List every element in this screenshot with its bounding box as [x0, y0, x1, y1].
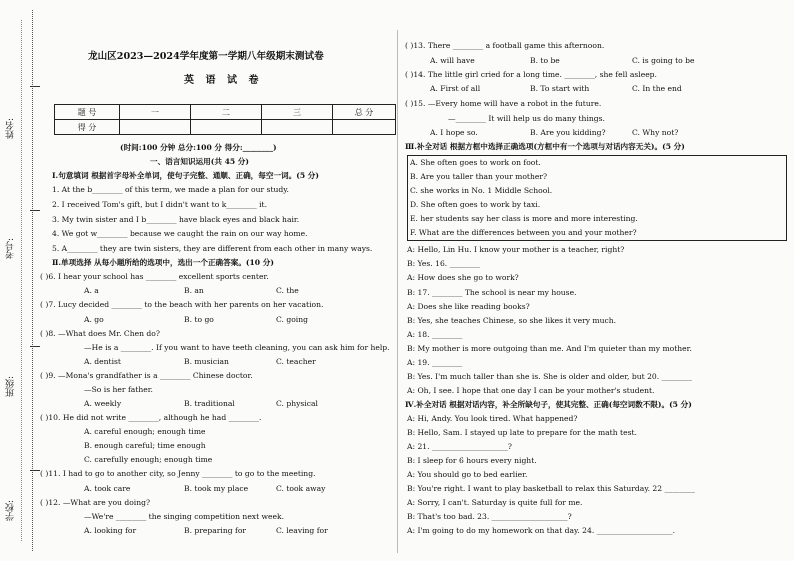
option-b: B. To start with: [530, 84, 590, 93]
exam-subtitle: 英 语 试 卷: [184, 75, 263, 86]
name-label: 姓名:: [6, 118, 16, 140]
score-header: 三: [262, 105, 333, 120]
question-6: ( )6. I hear your school has ________ excellent sports center.: [40, 272, 269, 281]
dialog-line: A: 21. ____________________?: [407, 442, 512, 451]
option-b: B. musician: [184, 357, 229, 366]
option-c: C. took away: [276, 484, 326, 493]
dialog-line: A: I'm going to do my homework on that day. 24. ____________________.: [407, 526, 675, 535]
option-a: A. took care: [84, 484, 131, 493]
dialog-line: B: Yes. I'm much taller than she is. She is older and older, but 20. ________: [407, 372, 692, 381]
option-c: C. going: [276, 315, 308, 324]
question-2: 2. I received Tom's gift, but I didn't want to k________ it.: [52, 200, 267, 209]
option-b: B. an: [184, 286, 204, 295]
score-table: [54, 104, 396, 135]
box-option-e: E. her students say her class is more and more interesting.: [410, 214, 638, 223]
score-cell[interactable]: [191, 120, 262, 135]
section-3-heading: Ⅲ.补全对话 根据方框中选择正确选项(方框中有一个选项与对话内容无关)。(5 分): [405, 142, 685, 151]
question-15: ( )15. —Every home will have a robot in the future.: [405, 99, 602, 108]
option-a: A. looking for: [84, 526, 137, 535]
question-10: ( )10. He did not write ________, although he had ________.: [40, 413, 262, 422]
side-tick: [30, 346, 40, 347]
question-12: ( )12. —What are you doing?: [40, 498, 151, 507]
box-option-c: C. she works in No. 1 Middle School.: [410, 186, 553, 195]
question-3: 3. My twin sister and I b________ have black eyes and black hair.: [52, 215, 300, 224]
question-5: 5. A________ they are twin sisters, they are different from each other in many ways.: [52, 244, 373, 253]
question-4: 4. We got w________ because we caught the rain on our way home.: [52, 229, 308, 238]
score-header: 二: [191, 105, 262, 120]
column-divider: [397, 30, 398, 553]
option-a: A. careful enough; enough time: [84, 427, 206, 436]
dialog-line: A: Sorry, I can't. Saturday is quite full for me.: [407, 498, 583, 507]
question-1: 1. At the b________ of this term, we made a plan for our study.: [52, 185, 289, 194]
option-a: A. I hope so.: [430, 128, 478, 137]
dialog-line: A: How does she go to work?: [407, 273, 519, 282]
box-option-d: D. She often goes to work by taxi.: [410, 200, 541, 209]
question-8: ( )8. —What does Mr. Chen do?: [40, 329, 160, 338]
question-9: ( )9. —Mona's grandfather is a ________ Chinese doctor.: [40, 371, 253, 380]
section-4-heading: Ⅳ.补全对话 根据对话内容，补全所缺句子，使其完整、正确(每空词数不限)。(5 分): [405, 400, 692, 409]
option-b: B. to be: [530, 56, 560, 65]
option-b: B. Are you kidding?: [530, 128, 606, 137]
score-cell[interactable]: [262, 120, 333, 135]
option-c: C. physical: [276, 399, 318, 408]
score-header: 题 号: [55, 105, 120, 120]
question-7: ( )7. Lucy decided ________ to the beach with her parents on her vacation.: [40, 300, 324, 309]
option-a: A. First of all: [430, 84, 481, 93]
option-b: B. preparing for: [184, 526, 247, 535]
part-one-heading: 一、语言知识运用(共 45 分): [150, 157, 249, 166]
dialog-line: B: Hello, Sam. I stayed up late to prepare for the math test.: [407, 428, 637, 437]
dialog-line: B: That's too bad. 23. ____________________?: [407, 512, 572, 521]
dialog-line: B: 17. ________ The school is near my house.: [407, 288, 577, 297]
dialog-line: A: Hello, Lin Hu. I know your mother is a teacher, right?: [407, 245, 625, 254]
section-2-heading: Ⅱ.单项选择 从每小题所给的选项中，选出一个正确答案。(10 分): [52, 258, 274, 267]
exam-title: 龙山区2023—2024学年度第一学期八年级期末测试卷: [88, 51, 324, 62]
score-cell[interactable]: [120, 120, 191, 135]
option-c: C. leaving for: [276, 526, 328, 535]
exam-id-label: 考号:: [6, 238, 16, 260]
seal-line: [21, 20, 22, 541]
box-option-a: A. She often goes to work on foot.: [410, 158, 541, 167]
box-option-f: F. What are the differences between you and your mother?: [410, 228, 637, 237]
dialog-line: B: Yes. 16. ________: [407, 259, 480, 268]
question-15-response: —________ It will help us do many things.: [448, 114, 605, 123]
score-cell[interactable]: [333, 120, 396, 135]
dialog-line: B: Yes, she teaches Chinese, so she likes it very much.: [407, 316, 617, 325]
dialog-line: A: Does she like reading books?: [407, 302, 530, 311]
option-b: B. enough careful; time enough: [84, 441, 206, 450]
option-a: A. go: [84, 315, 104, 324]
score-label: 得 分: [55, 120, 120, 135]
side-tick: [30, 210, 40, 211]
question-11: ( )11. I had to go to another city, so Jenny ________ to go to the meeting.: [40, 469, 316, 478]
school-label: 学校:: [6, 500, 16, 522]
option-c: C. carefully enough; enough time: [84, 455, 213, 464]
score-header: 总 分: [333, 105, 396, 120]
option-b: B. took my place: [184, 484, 249, 493]
dialog-line: B: I sleep for 6 hours every night.: [407, 456, 537, 465]
option-b: B. traditional: [184, 399, 235, 408]
dialog-line: B: You're right. I want to play basketball to relax this Saturday. 22 ________: [407, 484, 695, 493]
dialog-line: A: Oh, I see. I hope that one day I can be your mother's student.: [407, 386, 655, 395]
dialog-line: B: My mother is more outgoing than me. And I'm quieter than my mother.: [407, 344, 692, 353]
option-c: C. is going to be: [632, 56, 695, 65]
question-12-response: —We're ________ the singing competition next week.: [84, 512, 285, 521]
class-label: 班级:: [6, 376, 16, 398]
option-c: C. the: [276, 286, 299, 295]
question-9-response: —So is her father.: [84, 385, 153, 394]
dialog-line: A: 18. ________: [407, 330, 463, 339]
section-1-heading: Ⅰ.句意填词 根据首字母补全单词，使句子完整、通顺、正确，每空一词。(5 分): [52, 171, 319, 180]
dialog-line: A: Hi, Andy. You look tired. What happened?: [407, 414, 578, 423]
option-a: A. will have: [430, 56, 475, 65]
option-c: C. teacher: [276, 357, 316, 366]
question-13: ( )13. There ________ a football game this afternoon.: [405, 41, 605, 50]
option-a: A. dentist: [84, 357, 121, 366]
dialog-line: A: You should go to bed earlier.: [407, 470, 528, 479]
side-tick: [30, 86, 40, 87]
option-c: C. Why not?: [632, 128, 679, 137]
option-c: C. In the end: [632, 84, 682, 93]
option-a: A. a: [84, 286, 99, 295]
option-b: B. to go: [184, 315, 214, 324]
side-tick: [30, 470, 40, 471]
time-line: (时间:100 分钟 总分:100 分 得分:________): [120, 143, 277, 152]
question-8-response: —He is a ________. If you want to have teeth cleaning, you can ask him for help.: [84, 343, 390, 352]
option-a: A. weekly: [84, 399, 122, 408]
dialog-line: A: 19. ________: [407, 358, 463, 367]
score-header: 一: [120, 105, 191, 120]
question-14: ( )14. The little girl cried for a long time. ________, she fell asleep.: [405, 70, 657, 79]
box-option-b: B. Are you taller than your mother?: [410, 172, 548, 181]
